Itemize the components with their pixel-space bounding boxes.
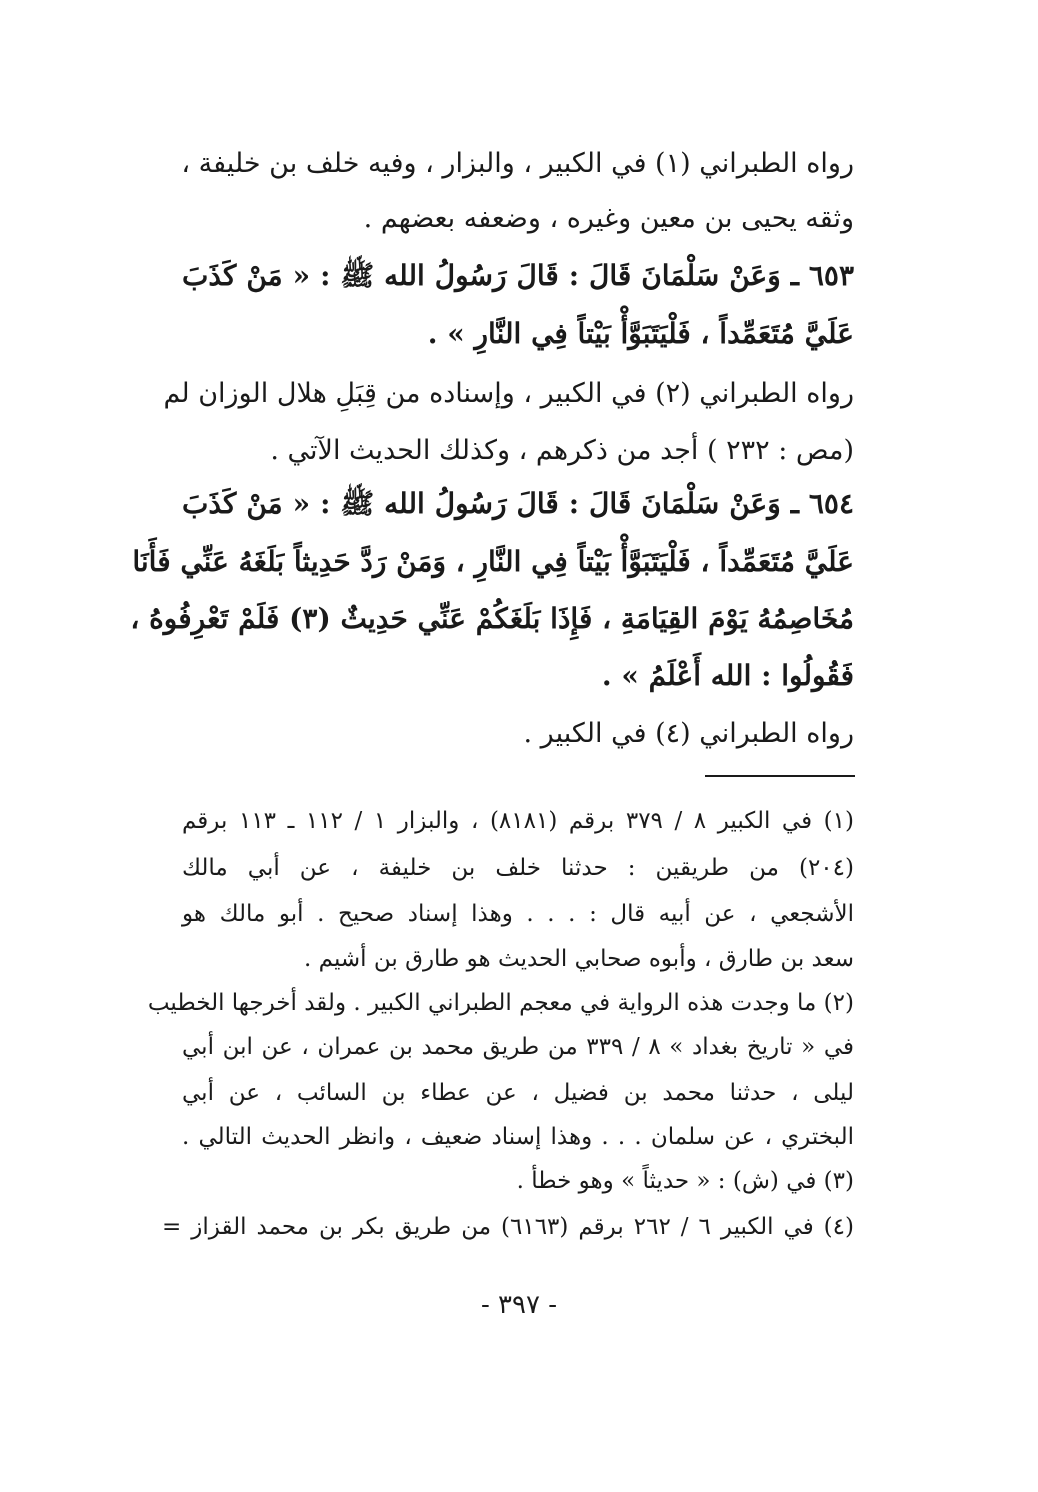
- main-text-line: وثقه يحيى بن معين وغيره ، وضعفه بعضهم .: [363, 203, 854, 234]
- footnote-separator: [705, 775, 855, 777]
- hadith-text-line: ٦٥٣ ـ وَعَنْ سَلْمَانَ قَالَ : قَالَ رَسُولُ الله ﷺ : « مَنْ كَذَبَ: [182, 259, 854, 292]
- footnote-line: في « تاريخ بغداد » ٨ / ٣٣٩ من طريق محمد بن عمران ، عن ابن أبي: [182, 1034, 855, 1060]
- footnote-line: الأشجعي ، عن أبيه قال : . . . وهذا إسناد صحيح . أبو مالك هو: [182, 901, 854, 927]
- footnote-line: (٢٠٤) من طريقين : حدثنا خلف بن خليفة ، عن أبي مالك: [182, 855, 854, 881]
- hadith-text-line: فَقُولُوا : الله أَعْلَمُ » .: [601, 659, 854, 692]
- footnote-line: (١) في الكبير ٨ / ٣٧٩ برقم (٨١٨١) ، والبزار ١ / ١١٢ ـ ١١٣ برقم: [182, 808, 854, 834]
- hadith-text-line: عَلَيَّ مُتَعَمِّداً ، فَلْيَتَبَوَّأْ بَيْتاً فِي النَّارِ » .: [427, 317, 854, 350]
- hadith-text-line: عَلَيَّ مُتَعَمِّداً ، فَلْيَتَبَوَّأْ بَيْتاً فِي النَّارِ ، وَمَنْ رَدَّ حَدِيثاً بَلَغَهُ عَنِّي فَأَنَا: [132, 545, 854, 578]
- page-number: - ٣٩٧ -: [480, 1290, 558, 1320]
- footnote-line: سعد بن طارق ، وأبوه صحابي الحديث هو طارق بن أشيم .: [304, 946, 854, 972]
- hadith-text-line: ٦٥٤ ـ وَعَنْ سَلْمَانَ قَالَ : قَالَ رَسُولُ الله ﷺ : « مَنْ كَذَبَ: [182, 487, 854, 520]
- hadith-text-line: مُخَاصِمُهُ يَوْمَ القِيَامَةِ ، فَإِذَا بَلَغَكُمْ عَنِّي حَدِيثٌ (٣) فَلَمْ تَعْرِفُوهُ ،: [130, 602, 854, 635]
- main-text-line: رواه الطبراني (١) في الكبير ، والبزار ، وفيه خلف بن خليفة ،: [181, 148, 854, 179]
- main-text-line: (مص : ٢٣٢ ) أجد من ذكرهم ، وكذلك الحديث الآتي .: [270, 435, 854, 466]
- footnote-line: البختري ، عن سلمان . . . وهذا إسناد ضعيف ، وانظر الحديث التالي .: [182, 1124, 854, 1150]
- main-text-line: رواه الطبراني (٤) في الكبير .: [523, 718, 854, 749]
- main-text-line: رواه الطبراني (٢) في الكبير ، وإسناده من قِبَلِ هلال الوزان لم: [163, 378, 854, 409]
- footnote-line: (٢) ما وجدت هذه الرواية في معجم الطبراني الكبير . ولقد أخرجها الخطيب: [147, 990, 854, 1016]
- footnote-line: ليلى ، حدثنا محمد بن فضيل ، عن عطاء بن السائب ، عن أبي: [182, 1080, 854, 1106]
- footnote-line: (٤) في الكبير ٦ / ٢٦٢ برقم (٦١٦٣) من طريق بكر بن محمد القزاز =: [162, 1214, 854, 1240]
- footnote-line: (٣) في (ش) : « حديثاً » وهو خطأ .: [516, 1168, 854, 1194]
